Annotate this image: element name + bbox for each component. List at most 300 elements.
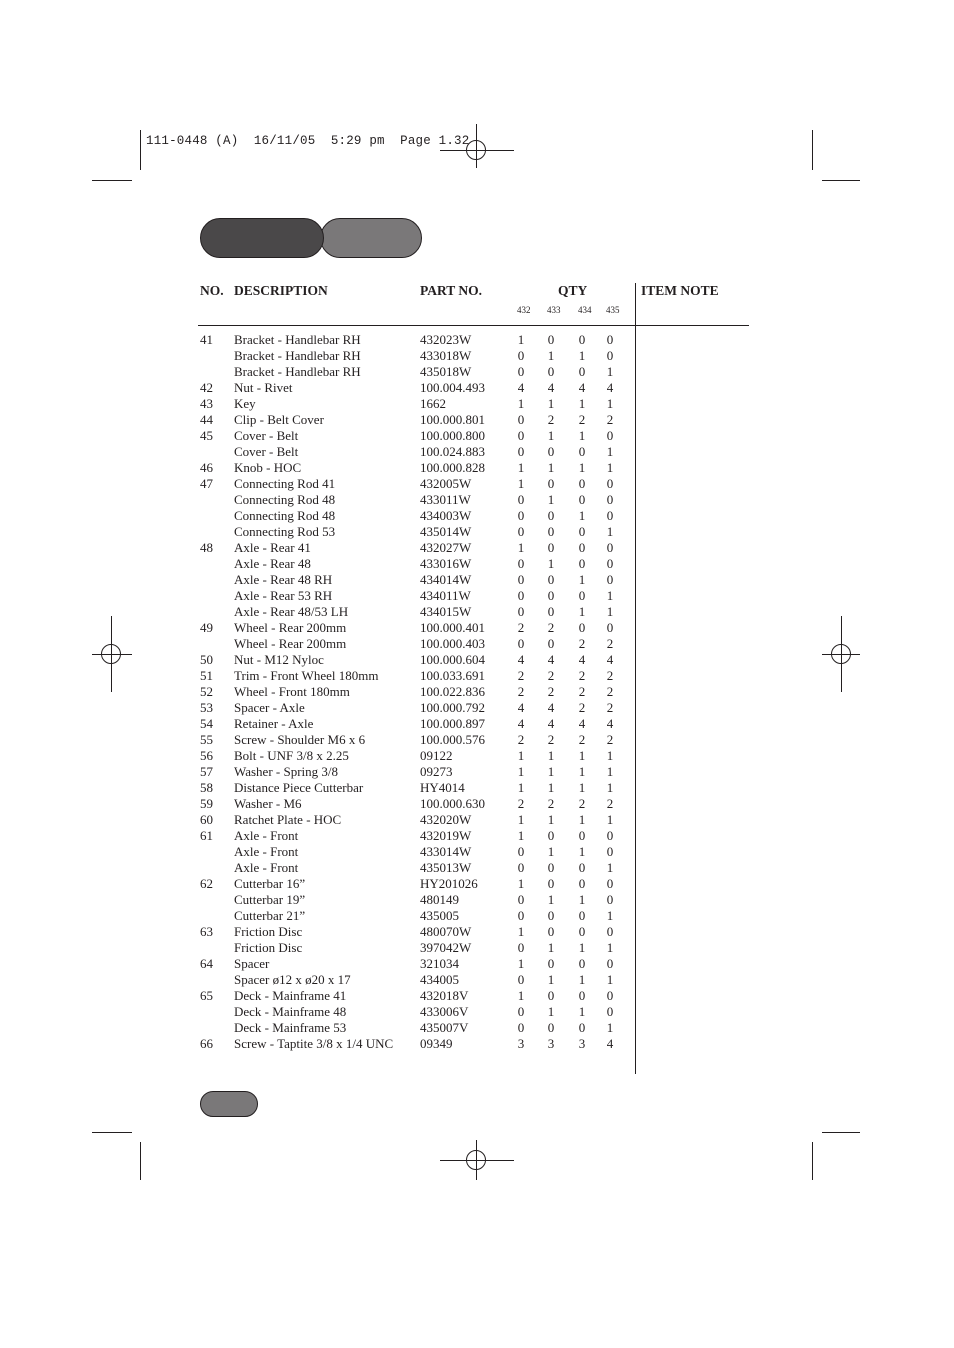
qty-434: 1 bbox=[578, 764, 586, 779]
part-description: Deck - Mainframe 41 bbox=[234, 988, 347, 1003]
part-number-index: 41 bbox=[200, 332, 213, 347]
qty-433: 0 bbox=[547, 860, 555, 875]
part-code: 480070W bbox=[420, 924, 472, 939]
parts-table bbox=[0, 332, 954, 1052]
qty-434: 2 bbox=[578, 636, 586, 651]
qty-433: 0 bbox=[547, 604, 555, 619]
part-description: Cutterbar 21” bbox=[234, 908, 306, 923]
qty-433: 0 bbox=[547, 444, 555, 459]
qty-433: 2 bbox=[547, 412, 555, 427]
qty-433: 0 bbox=[547, 1020, 555, 1035]
part-code: HY201026 bbox=[420, 876, 478, 891]
qty-435: 0 bbox=[606, 348, 614, 363]
qty-433: 0 bbox=[547, 332, 555, 347]
part-number-index: 59 bbox=[200, 796, 213, 811]
part-description: Axle - Front bbox=[234, 844, 299, 859]
table-row bbox=[0, 988, 954, 1004]
part-code: HY4014 bbox=[420, 780, 465, 795]
part-number-index: 58 bbox=[200, 780, 213, 795]
qty-435: 1 bbox=[606, 1020, 614, 1035]
qty-432: 4 bbox=[517, 716, 525, 731]
part-number-index: 57 bbox=[200, 764, 213, 779]
qty-433: 4 bbox=[547, 380, 555, 395]
part-description: Nut - Rivet bbox=[234, 380, 293, 395]
part-code: 397042W bbox=[420, 940, 472, 955]
part-number-index: 65 bbox=[200, 988, 213, 1003]
part-description: Screw - Taptite 3/8 x 1/4 UNC bbox=[234, 1036, 394, 1051]
part-description: Deck - Mainframe 48 bbox=[234, 1004, 347, 1019]
qty-434: 0 bbox=[578, 956, 586, 971]
part-code: 100.000.403 bbox=[420, 636, 485, 651]
crop-mark bbox=[140, 130, 141, 170]
qty-435: 1 bbox=[606, 604, 614, 619]
qty-432: 1 bbox=[517, 748, 525, 763]
qty-435: 0 bbox=[606, 332, 614, 347]
qty-435: 1 bbox=[606, 364, 614, 379]
qty-433: 0 bbox=[547, 956, 555, 971]
part-description: Axle - Front bbox=[234, 860, 299, 875]
part-code: 100.033.691 bbox=[420, 668, 485, 683]
qty-435: 2 bbox=[606, 796, 614, 811]
table-row bbox=[0, 956, 954, 972]
part-code: 100.000.604 bbox=[420, 652, 485, 667]
table-row bbox=[0, 620, 954, 636]
qty-432: 0 bbox=[517, 572, 525, 587]
qty-434: 1 bbox=[578, 428, 586, 443]
qty-435: 0 bbox=[606, 508, 614, 523]
table-row bbox=[0, 460, 954, 476]
part-code: 435014W bbox=[420, 524, 472, 539]
part-description: Spacer bbox=[234, 956, 270, 971]
qty-432: 0 bbox=[517, 892, 525, 907]
qty-435: 1 bbox=[606, 748, 614, 763]
model-435: 435 bbox=[606, 305, 620, 315]
qty-432: 0 bbox=[517, 364, 525, 379]
crop-mark bbox=[92, 180, 132, 181]
table-row bbox=[0, 476, 954, 492]
qty-432: 0 bbox=[517, 348, 525, 363]
part-code: 100.000.800 bbox=[420, 428, 485, 443]
part-description: Trim - Front Wheel 180mm bbox=[234, 668, 379, 683]
qty-434: 1 bbox=[578, 780, 586, 795]
table-row bbox=[0, 780, 954, 796]
part-description: Bracket - Handlebar RH bbox=[234, 348, 361, 363]
qty-433: 0 bbox=[547, 540, 555, 555]
qty-434: 0 bbox=[578, 524, 586, 539]
table-row bbox=[0, 1036, 954, 1052]
qty-432: 2 bbox=[517, 668, 525, 683]
qty-434: 1 bbox=[578, 812, 586, 827]
table-row bbox=[0, 924, 954, 940]
qty-435: 0 bbox=[606, 572, 614, 587]
part-description: Axle - Rear 48 RH bbox=[234, 572, 333, 587]
table-row bbox=[0, 588, 954, 604]
qty-432: 0 bbox=[517, 940, 525, 955]
part-code: 435018W bbox=[420, 364, 472, 379]
table-row bbox=[0, 876, 954, 892]
table-row bbox=[0, 812, 954, 828]
qty-433: 1 bbox=[547, 748, 555, 763]
qty-433: 1 bbox=[547, 492, 555, 507]
qty-432: 1 bbox=[517, 876, 525, 891]
part-code: 434015W bbox=[420, 604, 472, 619]
qty-434: 2 bbox=[578, 732, 586, 747]
qty-434: 0 bbox=[578, 988, 586, 1003]
part-code: 434014W bbox=[420, 572, 472, 587]
table-row bbox=[0, 716, 954, 732]
qty-432: 0 bbox=[517, 412, 525, 427]
table-row bbox=[0, 700, 954, 716]
qty-434: 3 bbox=[578, 1036, 586, 1051]
part-description: Connecting Rod 48 bbox=[234, 492, 336, 507]
qty-434: 0 bbox=[578, 476, 586, 491]
qty-435: 1 bbox=[606, 860, 614, 875]
qty-432: 0 bbox=[517, 428, 525, 443]
part-code: 432019W bbox=[420, 828, 472, 843]
qty-432: 2 bbox=[517, 732, 525, 747]
qty-434: 0 bbox=[578, 620, 586, 635]
qty-434: 1 bbox=[578, 460, 586, 475]
part-code: 433016W bbox=[420, 556, 472, 571]
qty-432: 1 bbox=[517, 812, 525, 827]
table-row bbox=[0, 396, 954, 412]
part-number-index: 63 bbox=[200, 924, 213, 939]
qty-434: 2 bbox=[578, 700, 586, 715]
qty-433: 4 bbox=[547, 652, 555, 667]
part-description: Wheel - Rear 200mm bbox=[234, 620, 347, 635]
part-number-index: 44 bbox=[200, 412, 213, 427]
qty-433: 1 bbox=[547, 812, 555, 827]
qty-434: 2 bbox=[578, 412, 586, 427]
part-code: 100.000.576 bbox=[420, 732, 485, 747]
part-description: Washer - M6 bbox=[234, 796, 302, 811]
qty-434: 0 bbox=[578, 492, 586, 507]
part-description: Screw - Shoulder M6 x 6 bbox=[234, 732, 366, 747]
qty-435: 1 bbox=[606, 972, 614, 987]
part-code: 433018W bbox=[420, 348, 472, 363]
qty-433: 0 bbox=[547, 988, 555, 1003]
qty-434: 1 bbox=[578, 348, 586, 363]
qty-432: 0 bbox=[517, 636, 525, 651]
qty-432: 1 bbox=[517, 780, 525, 795]
qty-432: 0 bbox=[517, 844, 525, 859]
table-row bbox=[0, 556, 954, 572]
model-433: 433 bbox=[547, 305, 561, 315]
crop-mark bbox=[92, 1132, 132, 1133]
qty-435: 0 bbox=[606, 1004, 614, 1019]
part-code: 321034 bbox=[420, 956, 459, 971]
header-qty: QTY bbox=[558, 283, 588, 298]
qty-434: 1 bbox=[578, 604, 586, 619]
part-number-index: 55 bbox=[200, 732, 213, 747]
qty-434: 1 bbox=[578, 508, 586, 523]
part-code: 432020W bbox=[420, 812, 472, 827]
qty-434: 0 bbox=[578, 828, 586, 843]
table-row bbox=[0, 444, 954, 460]
part-description: Axle - Front bbox=[234, 828, 299, 843]
header-rule bbox=[198, 325, 749, 326]
qty-435: 1 bbox=[606, 812, 614, 827]
qty-435: 2 bbox=[606, 732, 614, 747]
part-number-index: 61 bbox=[200, 828, 213, 843]
qty-435: 0 bbox=[606, 828, 614, 843]
part-code: 432027W bbox=[420, 540, 472, 555]
table-row bbox=[0, 796, 954, 812]
qty-433: 1 bbox=[547, 1004, 555, 1019]
qty-432: 0 bbox=[517, 1020, 525, 1035]
part-code: 432018V bbox=[420, 988, 469, 1003]
qty-435: 2 bbox=[606, 668, 614, 683]
part-code: 09122 bbox=[420, 748, 453, 763]
qty-433: 3 bbox=[547, 1036, 555, 1051]
qty-435: 1 bbox=[606, 908, 614, 923]
part-description: Cutterbar 19” bbox=[234, 892, 306, 907]
part-code: 09349 bbox=[420, 1036, 453, 1051]
qty-433: 4 bbox=[547, 716, 555, 731]
crop-mark bbox=[140, 1142, 141, 1180]
part-code: 432005W bbox=[420, 476, 472, 491]
part-description: Cutterbar 16” bbox=[234, 876, 306, 891]
part-code: 100.000.630 bbox=[420, 796, 485, 811]
qty-434: 4 bbox=[578, 380, 586, 395]
qty-433: 1 bbox=[547, 556, 555, 571]
part-code: 434005 bbox=[420, 972, 459, 987]
part-number-index: 51 bbox=[200, 668, 213, 683]
crop-mark bbox=[812, 130, 813, 170]
qty-433: 0 bbox=[547, 908, 555, 923]
qty-434: 1 bbox=[578, 892, 586, 907]
qty-435: 0 bbox=[606, 988, 614, 1003]
table-row bbox=[0, 572, 954, 588]
part-number-index: 60 bbox=[200, 812, 213, 827]
part-code: 433014W bbox=[420, 844, 472, 859]
table-row bbox=[0, 332, 954, 348]
qty-435: 0 bbox=[606, 492, 614, 507]
qty-435: 1 bbox=[606, 780, 614, 795]
header-item-note: ITEM NOTE bbox=[641, 283, 719, 298]
part-code: 433011W bbox=[420, 492, 471, 507]
qty-435: 2 bbox=[606, 412, 614, 427]
qty-435: 0 bbox=[606, 844, 614, 859]
qty-434: 0 bbox=[578, 860, 586, 875]
table-row bbox=[0, 412, 954, 428]
qty-433: 1 bbox=[547, 428, 555, 443]
qty-432: 1 bbox=[517, 764, 525, 779]
part-description: Cover - Belt bbox=[234, 444, 299, 459]
table-row bbox=[0, 828, 954, 844]
qty-435: 1 bbox=[606, 396, 614, 411]
part-code: 435005 bbox=[420, 908, 459, 923]
table-row bbox=[0, 892, 954, 908]
qty-434: 1 bbox=[578, 1004, 586, 1019]
qty-435: 1 bbox=[606, 444, 614, 459]
crop-mark bbox=[822, 180, 860, 181]
qty-433: 2 bbox=[547, 668, 555, 683]
table-row bbox=[0, 684, 954, 700]
part-description: Connecting Rod 53 bbox=[234, 524, 336, 539]
qty-432: 1 bbox=[517, 956, 525, 971]
table-row bbox=[0, 428, 954, 444]
qty-433: 1 bbox=[547, 348, 555, 363]
part-description: Wheel - Rear 200mm bbox=[234, 636, 347, 651]
part-code: 434003W bbox=[420, 508, 472, 523]
qty-435: 2 bbox=[606, 700, 614, 715]
header-part-no: PART NO. bbox=[420, 283, 483, 298]
qty-435: 2 bbox=[606, 636, 614, 651]
qty-435: 0 bbox=[606, 876, 614, 891]
qty-434: 2 bbox=[578, 796, 586, 811]
qty-432: 3 bbox=[517, 1036, 525, 1051]
qty-435: 0 bbox=[606, 620, 614, 635]
part-number-index: 56 bbox=[200, 748, 213, 763]
table-row bbox=[0, 524, 954, 540]
model-432: 432 bbox=[517, 305, 531, 315]
qty-435: 1 bbox=[606, 764, 614, 779]
part-number-index: 53 bbox=[200, 700, 213, 715]
qty-433: 2 bbox=[547, 684, 555, 699]
qty-435: 0 bbox=[606, 540, 614, 555]
part-description: Washer - Spring 3/8 bbox=[234, 764, 339, 779]
qty-434: 0 bbox=[578, 332, 586, 347]
qty-432: 1 bbox=[517, 332, 525, 347]
part-number-index: 52 bbox=[200, 684, 213, 699]
qty-435: 2 bbox=[606, 684, 614, 699]
qty-433: 0 bbox=[547, 924, 555, 939]
qty-435: 0 bbox=[606, 428, 614, 443]
qty-435: 4 bbox=[606, 1036, 614, 1051]
part-number-index: 66 bbox=[200, 1036, 213, 1051]
part-description: Connecting Rod 48 bbox=[234, 508, 336, 523]
part-code: 100.000.401 bbox=[420, 620, 485, 635]
qty-433: 0 bbox=[547, 524, 555, 539]
qty-434: 1 bbox=[578, 396, 586, 411]
qty-434: 0 bbox=[578, 444, 586, 459]
section-tab-light bbox=[320, 218, 422, 258]
qty-435: 0 bbox=[606, 556, 614, 571]
table-row bbox=[0, 636, 954, 652]
table-row bbox=[0, 1004, 954, 1020]
table-row bbox=[0, 668, 954, 684]
part-description: Axle - Rear 41 bbox=[234, 540, 311, 555]
part-description: Wheel - Front 180mm bbox=[234, 684, 350, 699]
registration-circle bbox=[466, 140, 486, 160]
qty-433: 0 bbox=[547, 636, 555, 651]
table-row bbox=[0, 380, 954, 396]
section-tab-dark bbox=[200, 218, 324, 258]
qty-432: 0 bbox=[517, 556, 525, 571]
qty-432: 0 bbox=[517, 972, 525, 987]
table-row bbox=[0, 492, 954, 508]
qty-433: 2 bbox=[547, 620, 555, 635]
part-description: Spacer ø12 x ø20 x 17 bbox=[234, 972, 351, 987]
qty-434: 1 bbox=[578, 572, 586, 587]
qty-432: 0 bbox=[517, 860, 525, 875]
part-code: 100.004.493 bbox=[420, 380, 485, 395]
qty-435: 4 bbox=[606, 716, 614, 731]
qty-432: 2 bbox=[517, 684, 525, 699]
part-code: 434011W bbox=[420, 588, 471, 603]
qty-432: 0 bbox=[517, 604, 525, 619]
table-row bbox=[0, 972, 954, 988]
qty-434: 1 bbox=[578, 940, 586, 955]
qty-435: 0 bbox=[606, 892, 614, 907]
qty-434: 1 bbox=[578, 844, 586, 859]
part-description: Clip - Belt Cover bbox=[234, 412, 324, 427]
table-row bbox=[0, 652, 954, 668]
table-row bbox=[0, 748, 954, 764]
qty-434: 2 bbox=[578, 684, 586, 699]
part-description: Deck - Mainframe 53 bbox=[234, 1020, 347, 1035]
part-code: 435013W bbox=[420, 860, 472, 875]
qty-433: 1 bbox=[547, 396, 555, 411]
part-code: 1662 bbox=[420, 396, 446, 411]
qty-433: 2 bbox=[547, 732, 555, 747]
part-code: 100.000.897 bbox=[420, 716, 485, 731]
qty-434: 2 bbox=[578, 668, 586, 683]
qty-435: 1 bbox=[606, 460, 614, 475]
part-number-index: 54 bbox=[200, 716, 213, 731]
part-description: Bolt - UNF 3/8 x 2.25 bbox=[234, 748, 349, 763]
qty-433: 1 bbox=[547, 460, 555, 475]
qty-432: 0 bbox=[517, 588, 525, 603]
part-description: Friction Disc bbox=[234, 924, 303, 939]
qty-432: 1 bbox=[517, 540, 525, 555]
table-row bbox=[0, 844, 954, 860]
part-description: Axle - Rear 48/53 LH bbox=[234, 604, 349, 619]
qty-434: 0 bbox=[578, 588, 586, 603]
part-code: 432023W bbox=[420, 332, 472, 347]
part-number-index: 43 bbox=[200, 396, 213, 411]
qty-434: 1 bbox=[578, 972, 586, 987]
qty-433: 0 bbox=[547, 476, 555, 491]
qty-432: 1 bbox=[517, 396, 525, 411]
header-description: DESCRIPTION bbox=[234, 283, 328, 298]
qty-432: 1 bbox=[517, 460, 525, 475]
part-description: Ratchet Plate - HOC bbox=[234, 812, 342, 827]
qty-432: 1 bbox=[517, 988, 525, 1003]
table-row bbox=[0, 732, 954, 748]
part-code: 433006V bbox=[420, 1004, 469, 1019]
part-description: Bracket - Handlebar RH bbox=[234, 364, 361, 379]
qty-432: 0 bbox=[517, 524, 525, 539]
qty-433: 0 bbox=[547, 572, 555, 587]
qty-434: 1 bbox=[578, 748, 586, 763]
part-description: Axle - Rear 48 bbox=[234, 556, 311, 571]
part-description: Retainer - Axle bbox=[234, 716, 314, 731]
part-code: 100.000.828 bbox=[420, 460, 485, 475]
qty-435: 0 bbox=[606, 924, 614, 939]
part-description: Knob - HOC bbox=[234, 460, 302, 475]
part-description: Cover - Belt bbox=[234, 428, 299, 443]
table-row bbox=[0, 508, 954, 524]
part-number-index: 49 bbox=[200, 620, 213, 635]
part-number-index: 62 bbox=[200, 876, 213, 891]
part-number-index: 46 bbox=[200, 460, 213, 475]
part-description: Key bbox=[234, 396, 256, 411]
part-code: 100.024.883 bbox=[420, 444, 485, 459]
qty-434: 4 bbox=[578, 716, 586, 731]
qty-433: 0 bbox=[547, 364, 555, 379]
qty-432: 0 bbox=[517, 908, 525, 923]
table-row bbox=[0, 604, 954, 620]
table-row bbox=[0, 364, 954, 380]
qty-433: 2 bbox=[547, 796, 555, 811]
part-number-index: 64 bbox=[200, 956, 213, 971]
qty-432: 0 bbox=[517, 508, 525, 523]
part-number-index: 47 bbox=[200, 476, 213, 491]
qty-434: 4 bbox=[578, 652, 586, 667]
table-row bbox=[0, 540, 954, 556]
